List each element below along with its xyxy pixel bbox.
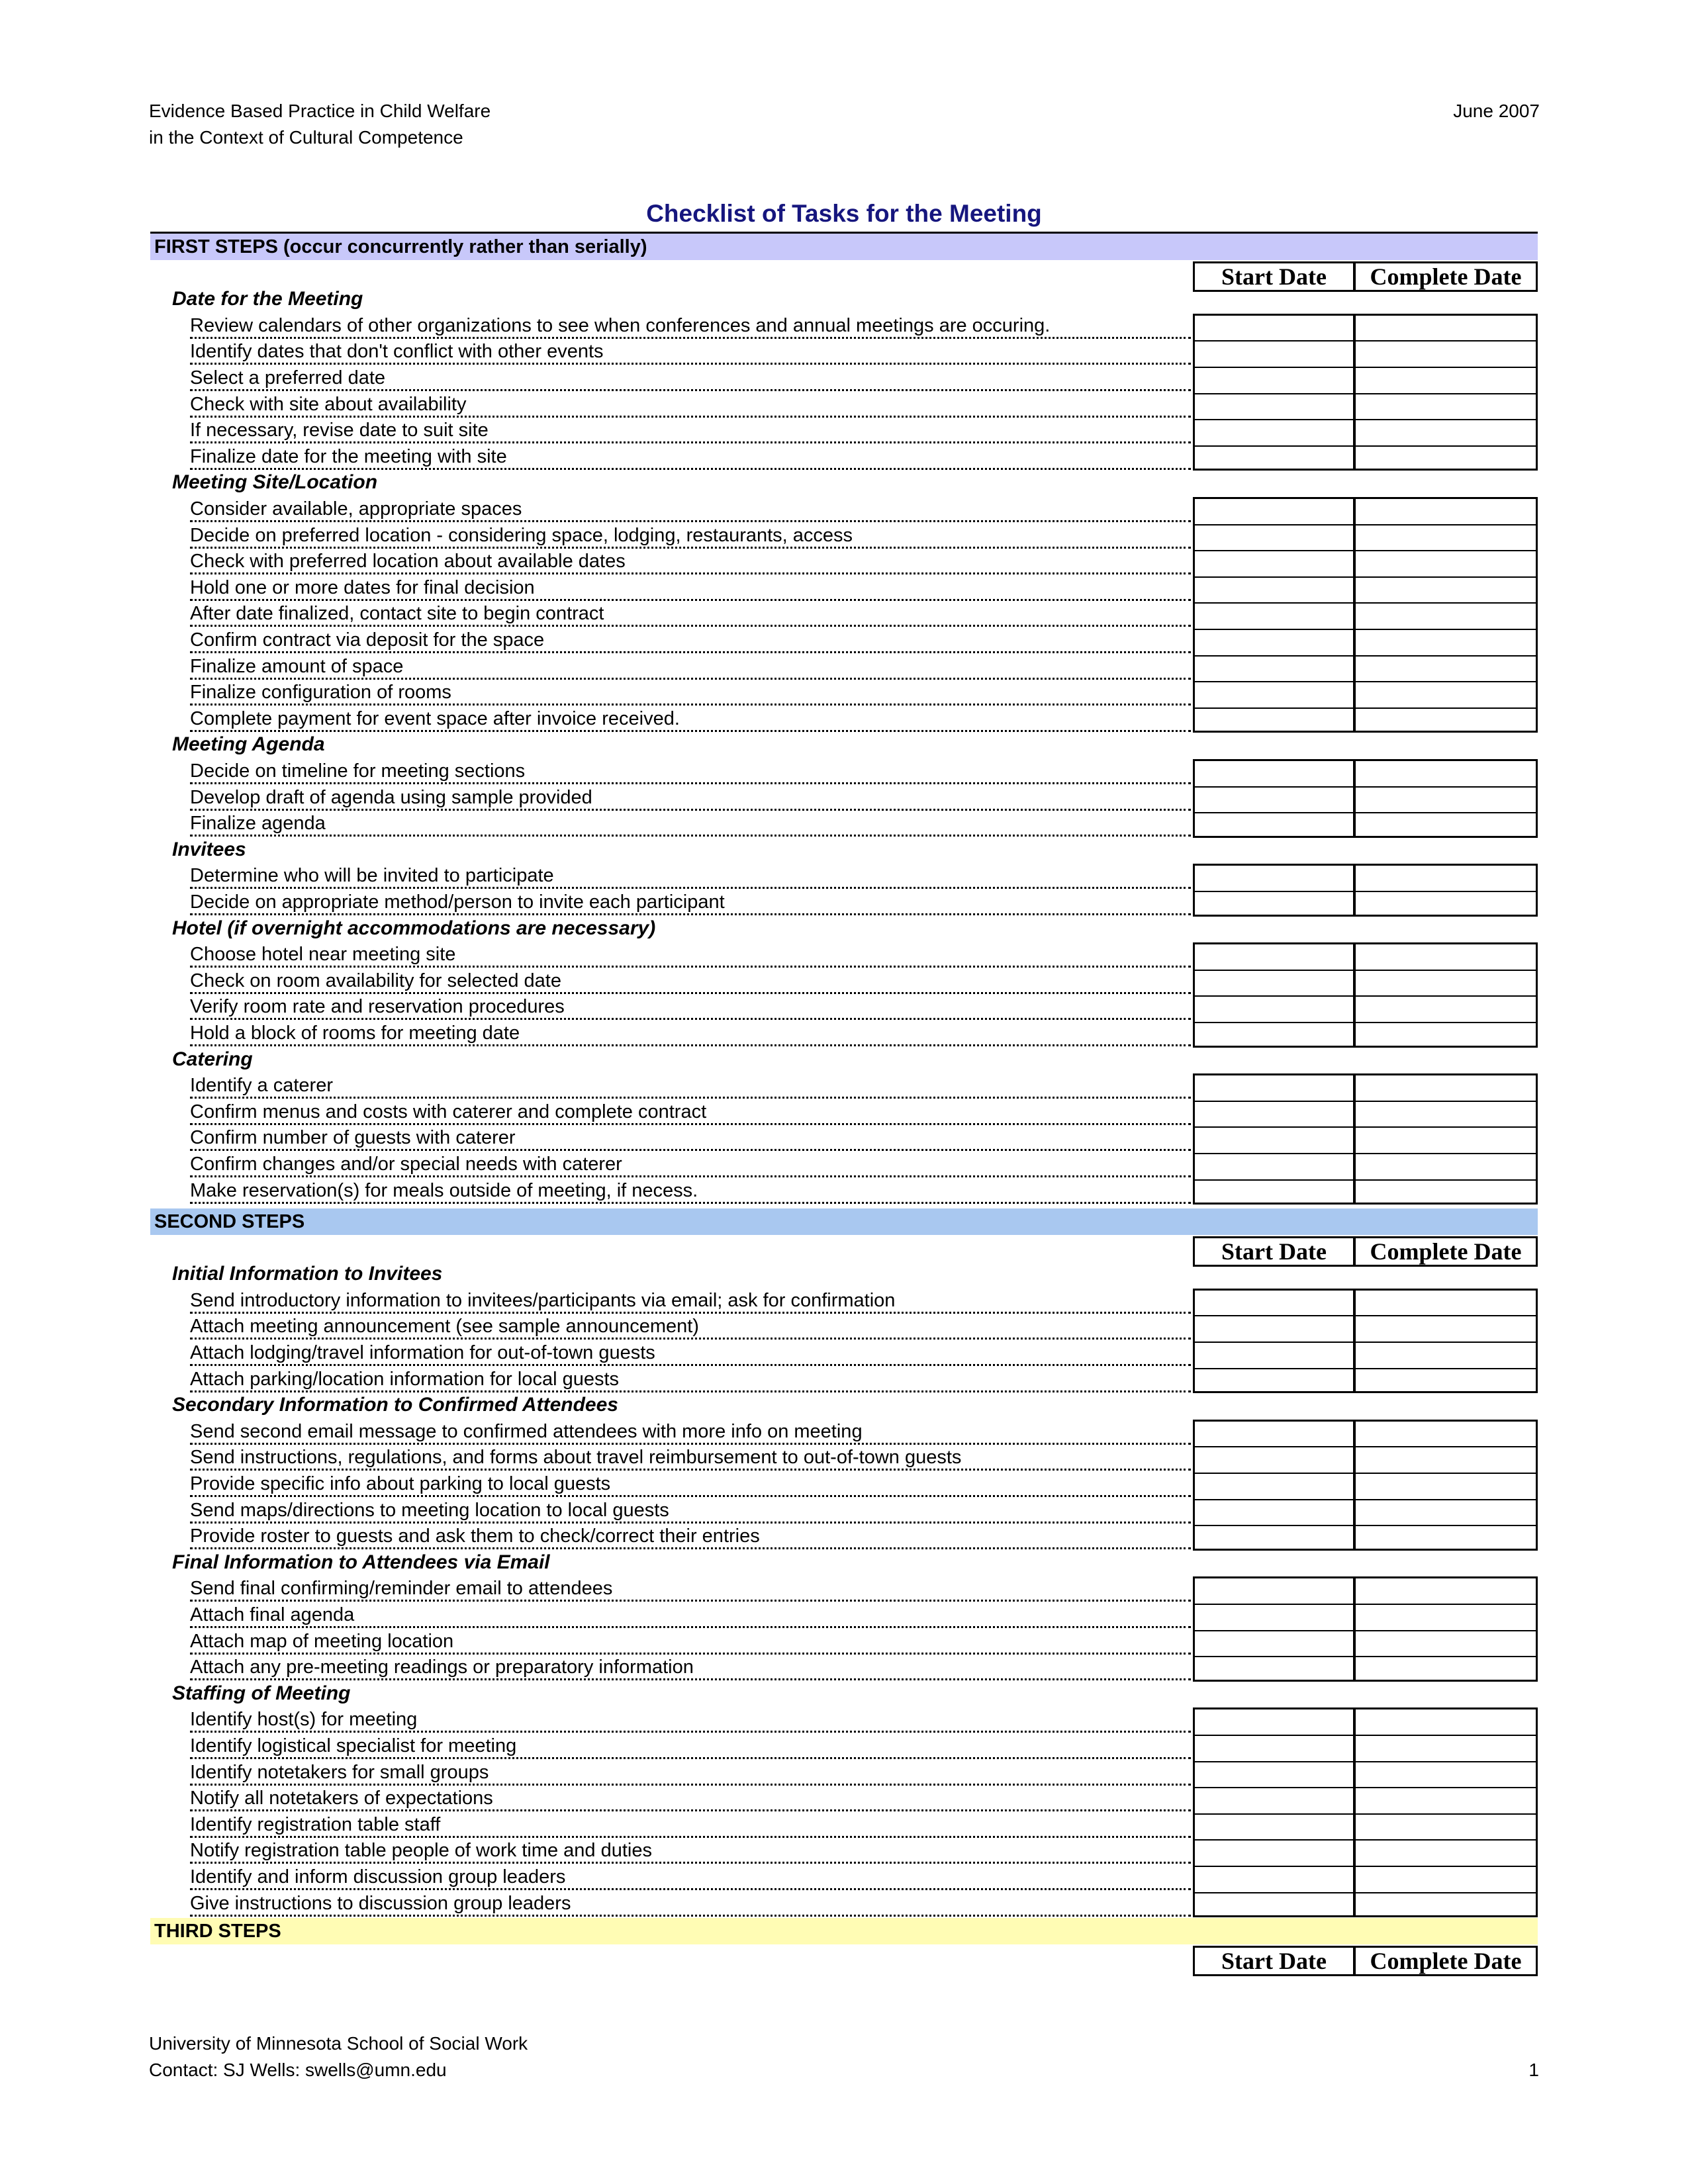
complete-date-cell[interactable]	[1356, 1657, 1536, 1681]
start-date-cell[interactable]	[1195, 1023, 1353, 1047]
complete-date-column	[1354, 1420, 1538, 1551]
start-date-cell[interactable]	[1195, 788, 1353, 811]
group-heading: Meeting Agenda	[172, 733, 325, 756]
start-date-cell[interactable]	[1195, 1893, 1353, 1917]
header-line-2: in the Context of Cultural Competence	[149, 127, 463, 148]
complete-date-cell[interactable]	[1356, 394, 1536, 418]
task-item: Verify room rate and reservation procedures	[190, 993, 1191, 1020]
task-item: Send final confirming/reminder email to attendees	[190, 1575, 1191, 1602]
task-item: Consider available, appropriate spaces	[190, 496, 1191, 522]
complete-date-column	[1354, 1289, 1538, 1393]
task-item: Attach any pre-meeting readings or preparatory information	[190, 1654, 1191, 1680]
start-date-column	[1193, 1289, 1355, 1393]
start-date-cell[interactable]	[1195, 1102, 1353, 1126]
section-header: FIRST STEPS (occur concurrently rather than serially)	[150, 234, 1538, 260]
start-date-cell[interactable]	[1195, 1154, 1353, 1178]
complete-date-cell[interactable]	[1356, 368, 1536, 392]
start-date-column	[1193, 497, 1355, 733]
complete-date-cell[interactable]	[1356, 1343, 1536, 1367]
complete-date-column	[1354, 1576, 1538, 1681]
complete-date-cell[interactable]	[1356, 1815, 1536, 1839]
group-heading: Secondary Information to Confirmed Attendees	[172, 1394, 618, 1416]
complete-date-column	[1354, 864, 1538, 916]
start-date-cell[interactable]	[1195, 341, 1353, 365]
start-date-cell[interactable]	[1195, 971, 1353, 995]
task-item: Send instructions, regulations, and forms about travel reimbursement to out-of-town guests	[190, 1444, 1191, 1471]
group-heading: Final Information to Attendees via Email	[172, 1551, 550, 1573]
start-date-header: Start Date	[1193, 1946, 1355, 1976]
task-item: Confirm changes and/or special needs with caterer	[190, 1151, 1191, 1177]
complete-date-cell[interactable]	[1356, 1578, 1536, 1602]
task-item: Finalize date for the meeting with site	[190, 443, 1191, 470]
complete-date-column	[1354, 942, 1538, 1047]
task-item: Identify notetakers for small groups	[190, 1759, 1191, 1786]
complete-date-cell[interactable]	[1356, 1841, 1536, 1864]
complete-date-cell[interactable]	[1356, 1631, 1536, 1655]
start-date-column	[1193, 864, 1355, 916]
start-date-column	[1193, 1420, 1355, 1551]
footer-line-1: University of Minnesota School of Social Work	[149, 2033, 528, 2054]
start-date-cell[interactable]	[1195, 1181, 1353, 1205]
complete-date-cell[interactable]	[1356, 971, 1536, 995]
task-item: Attach parking/location information for local guests	[190, 1366, 1191, 1392]
task-item: Hold a block of rooms for meeting date	[190, 1020, 1191, 1046]
complete-date-cell[interactable]	[1356, 1788, 1536, 1812]
start-date-cell[interactable]	[1195, 1500, 1353, 1524]
start-date-cell[interactable]	[1195, 368, 1353, 392]
complete-date-cell[interactable]	[1356, 1500, 1536, 1524]
complete-date-cell[interactable]	[1356, 1447, 1536, 1471]
complete-date-cell[interactable]	[1356, 1154, 1536, 1178]
task-item: Send maps/directions to meeting location to local guests	[190, 1497, 1191, 1524]
task-item: Identify logistical specialist for meeting	[190, 1733, 1191, 1759]
task-item: Attach lodging/travel information for out-of-town guests	[190, 1340, 1191, 1366]
start-date-cell[interactable]	[1195, 866, 1353, 889]
complete-date-cell[interactable]	[1356, 499, 1536, 523]
start-date-cell[interactable]	[1195, 1657, 1353, 1681]
group-heading: Catering	[172, 1048, 253, 1070]
start-date-cell[interactable]	[1195, 1474, 1353, 1498]
start-date-cell[interactable]	[1195, 1736, 1353, 1760]
group-heading: Date for the Meeting	[172, 288, 363, 310]
complete-date-cell[interactable]	[1356, 788, 1536, 811]
start-date-cell[interactable]	[1195, 1422, 1353, 1445]
task-item: Identify dates that don't conflict with other events	[190, 338, 1191, 365]
start-date-cell[interactable]	[1195, 709, 1353, 733]
start-date-cell[interactable]	[1195, 682, 1353, 706]
page-title: Checklist of Tasks for the Meeting	[646, 200, 1042, 227]
complete-date-cell[interactable]	[1356, 1422, 1536, 1445]
start-date-cell[interactable]	[1195, 997, 1353, 1021]
task-item: Identify and inform discussion group leaders	[190, 1864, 1191, 1890]
complete-date-cell[interactable]	[1356, 1474, 1536, 1498]
start-date-cell[interactable]	[1195, 1762, 1353, 1786]
complete-date-cell[interactable]	[1356, 892, 1536, 916]
start-date-cell[interactable]	[1195, 1526, 1353, 1550]
task-item: Select a preferred date	[190, 365, 1191, 391]
complete-date-column	[1354, 314, 1538, 471]
start-date-column	[1193, 759, 1355, 838]
start-date-cell[interactable]	[1195, 1788, 1353, 1812]
document-footer	[149, 2030, 528, 2083]
task-item: Finalize agenda	[190, 810, 1191, 837]
document-header	[149, 98, 491, 151]
start-date-cell[interactable]	[1195, 1867, 1353, 1891]
complete-date-cell[interactable]	[1356, 1023, 1536, 1047]
page-number: 1	[1528, 2060, 1539, 2080]
complete-date-cell[interactable]	[1356, 604, 1536, 627]
complete-date-cell[interactable]	[1356, 866, 1536, 889]
footer-contact: Contact: SJ Wells: swells@umn.edu	[149, 2060, 447, 2080]
task-item: Provide specific info about parking to local guests	[190, 1471, 1191, 1497]
task-item: Finalize amount of space	[190, 653, 1191, 680]
section-header: SECOND STEPS	[150, 1208, 1538, 1235]
complete-date-column	[1354, 759, 1538, 838]
complete-date-cell[interactable]	[1356, 1075, 1536, 1099]
start-date-cell[interactable]	[1195, 1369, 1353, 1393]
task-item: Choose hotel near meeting site	[190, 941, 1191, 968]
task-item: Attach meeting announcement (see sample announcement)	[190, 1313, 1191, 1340]
complete-date-cell[interactable]	[1356, 761, 1536, 785]
start-date-cell[interactable]	[1195, 525, 1353, 549]
start-date-cell[interactable]	[1195, 1841, 1353, 1864]
start-date-cell[interactable]	[1195, 1447, 1353, 1471]
start-date-cell[interactable]	[1195, 761, 1353, 785]
start-date-cell[interactable]	[1195, 1316, 1353, 1340]
task-item: Attach map of meeting location	[190, 1628, 1191, 1655]
start-date-column	[1193, 1707, 1355, 1917]
task-item: Confirm contract via deposit for the space	[190, 627, 1191, 653]
complete-date-cell[interactable]	[1356, 551, 1536, 575]
complete-date-cell[interactable]	[1356, 1893, 1536, 1917]
start-date-cell[interactable]	[1195, 578, 1353, 602]
start-date-cell[interactable]	[1195, 892, 1353, 916]
complete-date-cell[interactable]	[1356, 525, 1536, 549]
complete-date-cell[interactable]	[1356, 1867, 1536, 1891]
complete-date-cell[interactable]	[1356, 420, 1536, 444]
task-item: Provide roster to guests and ask them to check/correct their entries	[190, 1523, 1191, 1549]
task-item: Finalize configuration of rooms	[190, 679, 1191, 705]
task-item: Check with preferred location about available dates	[190, 548, 1191, 574]
complete-date-cell[interactable]	[1356, 709, 1536, 733]
complete-date-cell[interactable]	[1356, 341, 1536, 365]
task-item: Identify host(s) for meeting	[190, 1706, 1191, 1733]
task-item: Send introductory information to invitees/participants via email; ask for confirmation	[190, 1287, 1191, 1314]
complete-date-cell[interactable]	[1356, 447, 1536, 471]
complete-date-cell[interactable]	[1356, 1526, 1536, 1550]
complete-date-cell[interactable]	[1356, 630, 1536, 654]
task-item: Attach final agenda	[190, 1602, 1191, 1628]
complete-date-cell[interactable]	[1356, 1291, 1536, 1314]
task-item: After date finalized, contact site to begin contract	[190, 600, 1191, 627]
complete-date-cell[interactable]	[1356, 1316, 1536, 1340]
start-date-cell[interactable]	[1195, 394, 1353, 418]
section-header: THIRD STEPS	[150, 1918, 1538, 1944]
start-date-cell[interactable]	[1195, 420, 1353, 444]
task-item: Check on room availability for selected date	[190, 968, 1191, 994]
start-date-cell[interactable]	[1195, 813, 1353, 837]
complete-date-cell[interactable]	[1356, 1181, 1536, 1205]
task-item: Confirm menus and costs with caterer and complete contract	[190, 1099, 1191, 1125]
task-item: Develop draft of agenda using sample provided	[190, 784, 1191, 811]
start-date-column	[1193, 314, 1355, 471]
complete-date-cell[interactable]	[1356, 657, 1536, 680]
start-date-cell[interactable]	[1195, 1343, 1353, 1367]
complete-date-cell[interactable]	[1356, 682, 1536, 706]
start-date-cell[interactable]	[1195, 604, 1353, 627]
start-date-cell[interactable]	[1195, 499, 1353, 523]
complete-date-cell[interactable]	[1356, 997, 1536, 1021]
task-item: Notify registration table people of work time and duties	[190, 1837, 1191, 1864]
complete-date-cell[interactable]	[1356, 1128, 1536, 1152]
task-item: Identify registration table staff	[190, 1811, 1191, 1838]
start-date-cell[interactable]	[1195, 1128, 1353, 1152]
group-heading: Meeting Site/Location	[172, 471, 378, 494]
start-date-cell[interactable]	[1195, 1631, 1353, 1655]
complete-date-cell[interactable]	[1356, 316, 1536, 340]
start-date-header: Start Date	[1193, 261, 1355, 292]
group-heading: Staffing of Meeting	[172, 1682, 351, 1704]
start-date-cell[interactable]	[1195, 630, 1353, 654]
task-item: Make reservation(s) for meals outside of meeting, if necess.	[190, 1177, 1191, 1204]
complete-date-header: Complete Date	[1354, 1236, 1538, 1267]
start-date-cell[interactable]	[1195, 1578, 1353, 1602]
complete-date-cell[interactable]	[1356, 1605, 1536, 1629]
header-date: June 2007	[1453, 101, 1540, 121]
complete-date-cell[interactable]	[1356, 1709, 1536, 1733]
complete-date-column	[1354, 497, 1538, 733]
task-item: Send second email message to confirmed attendees with more info on meeting	[190, 1418, 1191, 1445]
task-item: Identify a caterer	[190, 1072, 1191, 1099]
complete-date-cell[interactable]	[1356, 944, 1536, 968]
start-date-column	[1193, 1073, 1355, 1205]
task-item: Decide on appropriate method/person to invite each participant	[190, 889, 1191, 915]
complete-date-cell[interactable]	[1356, 1369, 1536, 1393]
complete-date-column	[1354, 1707, 1538, 1917]
task-item: Check with site about availability	[190, 391, 1191, 418]
task-item: Give instructions to discussion group leaders	[190, 1890, 1191, 1917]
task-item: Notify all notetakers of expectations	[190, 1785, 1191, 1811]
start-date-cell[interactable]	[1195, 447, 1353, 471]
group-heading: Invitees	[172, 838, 246, 860]
complete-date-cell[interactable]	[1356, 1102, 1536, 1126]
task-item: Determine who will be invited to participate	[190, 862, 1191, 889]
header-line-1: Evidence Based Practice in Child Welfare	[149, 101, 491, 121]
task-item: Review calendars of other organizations to see when conferences and annual meetings are occuring.	[190, 312, 1191, 339]
start-date-header: Start Date	[1193, 1236, 1355, 1267]
complete-date-cell[interactable]	[1356, 813, 1536, 837]
start-date-column	[1193, 1576, 1355, 1681]
group-heading: Initial Information to Invitees	[172, 1263, 443, 1285]
start-date-cell[interactable]	[1195, 1075, 1353, 1099]
task-item: If necessary, revise date to suit site	[190, 417, 1191, 443]
complete-date-cell[interactable]	[1356, 578, 1536, 602]
group-heading: Hotel (if overnight accommodations are necessary)	[172, 917, 656, 939]
complete-date-cell[interactable]	[1356, 1736, 1536, 1760]
start-date-cell[interactable]	[1195, 944, 1353, 968]
task-item: Hold one or more dates for final decision	[190, 574, 1191, 601]
complete-date-header: Complete Date	[1354, 261, 1538, 292]
task-item: Confirm number of guests with caterer	[190, 1124, 1191, 1151]
task-item: Decide on timeline for meeting sections	[190, 758, 1191, 784]
complete-date-header: Complete Date	[1354, 1946, 1538, 1976]
complete-date-column	[1354, 1073, 1538, 1205]
start-date-column	[1193, 942, 1355, 1047]
start-date-cell[interactable]	[1195, 1291, 1353, 1314]
start-date-cell[interactable]	[1195, 1815, 1353, 1839]
start-date-cell[interactable]	[1195, 316, 1353, 340]
complete-date-cell[interactable]	[1356, 1762, 1536, 1786]
start-date-cell[interactable]	[1195, 1709, 1353, 1733]
task-item: Complete payment for event space after invoice received.	[190, 705, 1191, 732]
start-date-cell[interactable]	[1195, 1605, 1353, 1629]
task-item: Decide on preferred location - considering space, lodging, restaurants, access	[190, 522, 1191, 549]
start-date-cell[interactable]	[1195, 551, 1353, 575]
start-date-cell[interactable]	[1195, 657, 1353, 680]
